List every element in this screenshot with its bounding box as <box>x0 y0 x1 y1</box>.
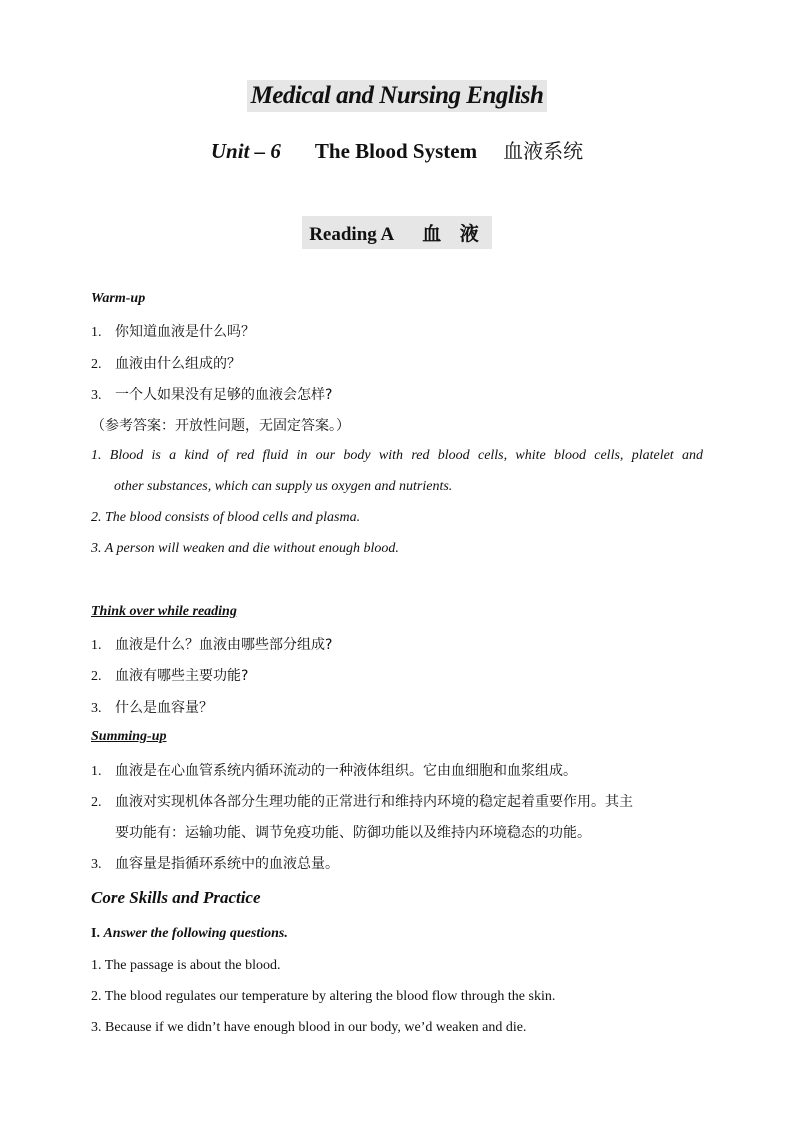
warmup-answer: 3. A person will weaken and die without enough blood. <box>91 541 399 556</box>
question-text: 你知道血液是什么吗？ <box>115 324 255 340</box>
item-number: 2. <box>91 795 102 810</box>
reading-title-cn: 血 液 <box>422 223 485 245</box>
question-number: 3. <box>91 388 102 403</box>
summing-up-item <box>91 853 339 873</box>
unit-heading <box>0 135 794 164</box>
item-text: 血容量是指循环系统中的血液总量。 <box>115 856 339 872</box>
warmup-answer: 1. Blood is a kind of red fluid in our body with red blood cells, white blood cells, platelet and <box>91 448 703 463</box>
exercise-answer: 3. Because if we didn’t have enough blood in our body, we’d weaken and die. <box>91 1020 527 1035</box>
core-skills-title: Core Skills and Practice <box>91 888 261 907</box>
unit-title: The Blood System <box>314 139 478 163</box>
summing-up-item <box>91 791 633 811</box>
unit-number: Unit – 6 <box>210 139 281 163</box>
question-number: 2. <box>91 357 102 372</box>
warmup-question <box>91 384 332 404</box>
question-text: 什么是血容量？ <box>115 700 213 716</box>
warmup-label: Warm-up <box>91 291 146 306</box>
exercise-title: Answer the following questions. <box>103 926 288 941</box>
summing-up-item <box>91 760 577 780</box>
think-over-question <box>91 697 213 717</box>
item-number: 3. <box>91 857 102 872</box>
exercise-answer: 1. The passage is about the blood. <box>91 958 281 973</box>
exercise-answer: 2. The blood regulates our temperature by altering the blood flow through the skin. <box>91 989 556 1004</box>
reading-heading-box <box>302 216 492 249</box>
question-text: 血液是什么？血液由哪些部分组成? <box>115 637 333 653</box>
document-title-text: Medical and Nursing English <box>247 80 548 112</box>
question-number: 2. <box>91 669 102 684</box>
item-text: 血液对实现机体各部分生理功能的正常进行和维持内环境的稳定起着重要作用。其主 <box>115 794 633 810</box>
item-text: 血液是在心血管系统内循环流动的一种液体组织。它由血细胞和血浆组成。 <box>115 763 577 779</box>
reading-label: Reading A <box>309 224 395 245</box>
think-over-label: Think over while reading <box>91 604 237 619</box>
item-number: 1. <box>91 764 102 779</box>
unit-title-cn: 血液系统 <box>503 139 584 163</box>
question-number: 1. <box>91 325 102 340</box>
question-text: 一个人如果没有足够的血液会怎样? <box>115 387 333 403</box>
exercise-number: I. <box>91 926 100 941</box>
summing-up-label: Summing-up <box>91 729 167 744</box>
think-over-question <box>91 665 248 685</box>
think-over-question <box>91 634 332 654</box>
question-number: 3. <box>91 701 102 716</box>
question-number: 1. <box>91 638 102 653</box>
warmup-question <box>91 353 241 373</box>
reading-heading <box>0 216 794 249</box>
exercise-heading <box>91 926 288 942</box>
item-text: 要功能有：运输功能、调节免疫功能、防御功能以及维持内环境稳态的功能。 <box>115 825 591 841</box>
warmup-question <box>91 321 255 341</box>
warmup-answer: 2. The blood consists of blood cells and plasma. <box>91 510 361 525</box>
summing-up-item-continued <box>91 822 591 842</box>
question-text: 血液由什么组成的？ <box>115 356 241 372</box>
reference-answer-note: （参考答案：开放性问题，无固定答案。） <box>91 418 350 434</box>
question-text: 血液有哪些主要功能? <box>115 668 249 684</box>
document-title <box>0 80 794 112</box>
warmup-answer: other substances, which can supply us oxygen and nutrients. <box>114 479 453 494</box>
